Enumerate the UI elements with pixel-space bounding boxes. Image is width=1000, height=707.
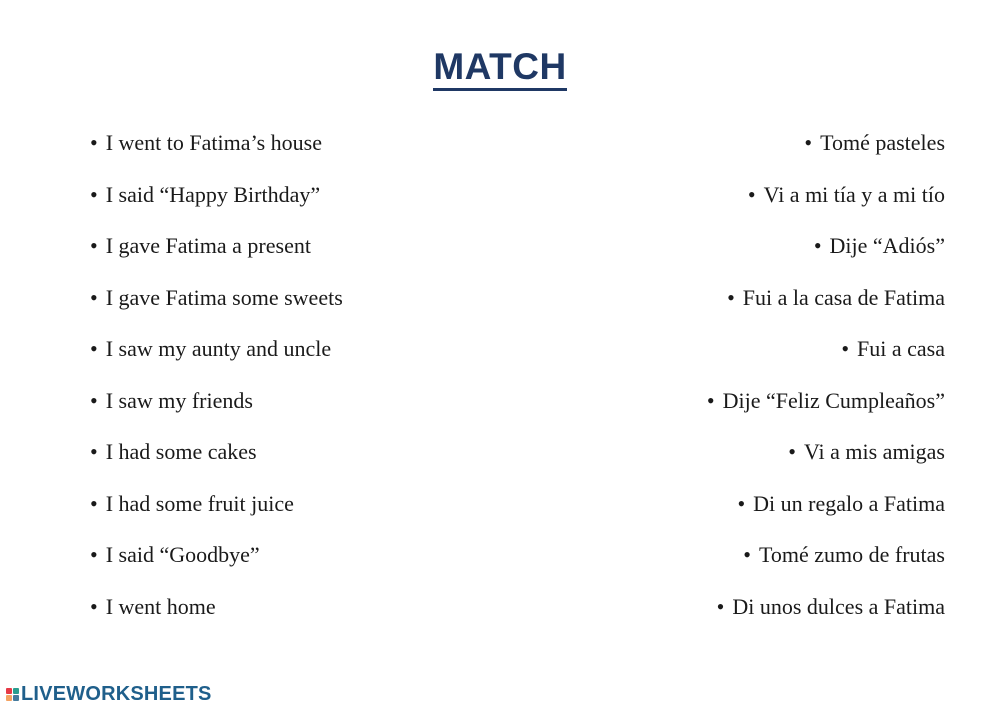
list-item[interactable]: • I said “Goodbye” (90, 542, 260, 567)
english-phrases-list (90, 124, 343, 639)
list-item[interactable]: • Fui a la casa de Fatima (727, 284, 945, 310)
list-item[interactable]: • I had some fruit juice (90, 490, 294, 516)
list-item[interactable]: • Vi a mis amigas (788, 439, 945, 464)
list-item[interactable]: • I gave Fatima some sweets (90, 284, 343, 310)
list-item[interactable]: • I had some cakes (90, 439, 257, 464)
list-item[interactable]: • Dije “Feliz Cumpleaños” (706, 387, 945, 413)
list-item[interactable]: • I gave Fatima a present (90, 233, 311, 258)
footer-brand[interactable] (6, 683, 212, 706)
list-item[interactable]: • I saw my friends (90, 387, 253, 413)
page-title (0, 46, 1000, 88)
list-item[interactable]: • Vi a mi tía y a mi tío (747, 181, 945, 207)
list-item[interactable]: • I saw my aunty and uncle (90, 336, 332, 361)
list-item[interactable]: • Dije “Adiós” (813, 233, 945, 258)
liveworksheets-logo-icon (6, 688, 19, 701)
list-item[interactable]: • Fui a casa (841, 336, 945, 361)
brand-name: LIVEWORKSHEETS (21, 683, 212, 705)
list-item[interactable]: • Tomé zumo de frutas (743, 542, 945, 567)
list-item[interactable]: • Tomé pasteles (804, 130, 945, 155)
spanish-phrases-list (707, 124, 945, 639)
list-item[interactable]: • Di un regalo a Fatima (737, 490, 945, 516)
list-item[interactable]: • I said “Happy Birthday” (90, 181, 321, 207)
list-item[interactable]: • I went home (90, 593, 216, 619)
list-item[interactable]: • Di unos dulces a Fatima (716, 593, 945, 619)
list-item[interactable]: • I went to Fatima’s house (90, 130, 323, 155)
page-title-text: MATCH (433, 46, 566, 91)
